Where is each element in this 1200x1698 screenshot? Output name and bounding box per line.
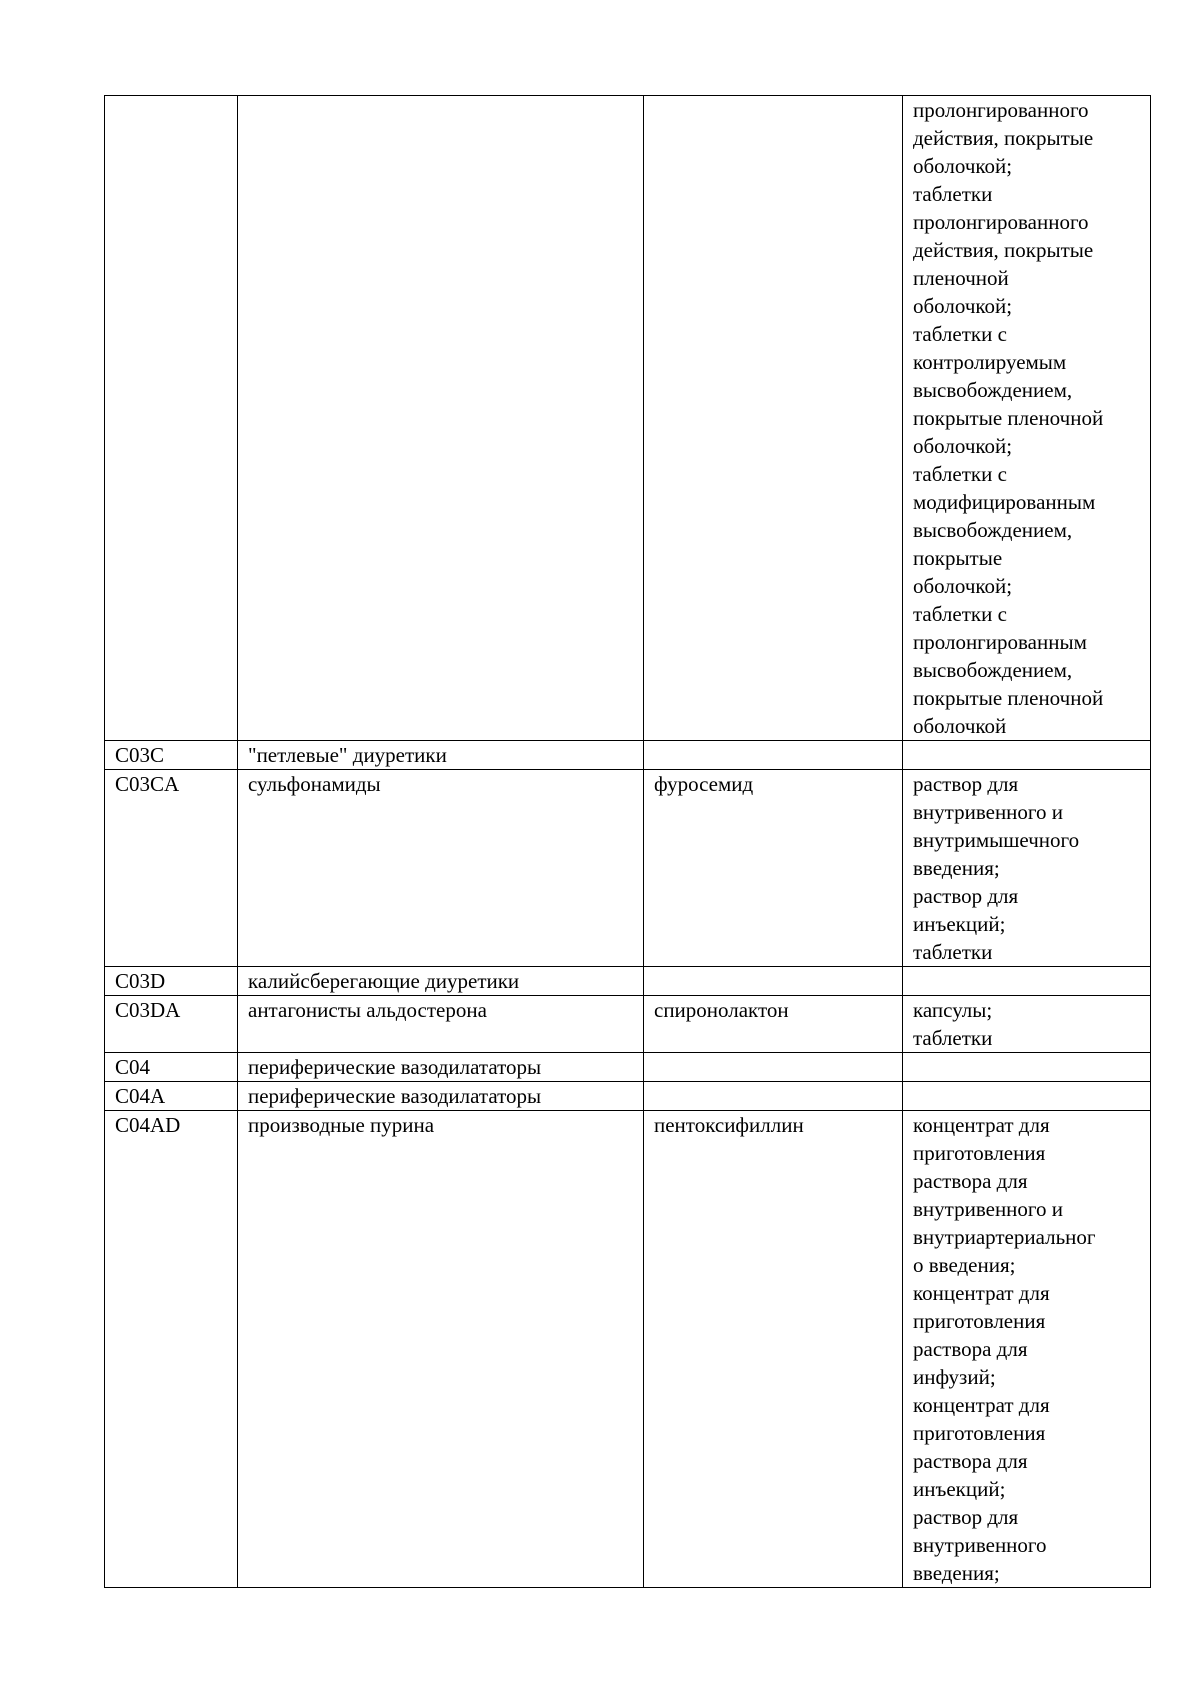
atc-code-cell: C03CA	[105, 770, 238, 967]
drug-table	[104, 95, 1151, 1588]
dosage-forms-cell: пролонгированного действия, покрытые оболочкой; таблетки пролонгированного действия, покрытые пленочной оболочкой; таблетки с контролируемым высвобождением, покрытые пленочной оболочкой; таблетки с модифицированным высвобождением, покрытые оболочкой; таблетки с пролонгированным высвобождением, покрытые пленочной оболочкой	[903, 96, 1151, 741]
atc-code-cell: C03C	[105, 741, 238, 770]
table-row	[105, 967, 1151, 996]
table-row	[105, 741, 1151, 770]
atc-code-cell	[105, 96, 238, 741]
drug-name-cell: фуросемид	[644, 770, 903, 967]
atc-code-cell: C03DA	[105, 996, 238, 1053]
table-row	[105, 1111, 1151, 1588]
atc-code-cell: C04A	[105, 1082, 238, 1111]
group-cell	[238, 96, 644, 741]
drug-name-cell	[644, 96, 903, 741]
table-row	[105, 996, 1151, 1053]
table-row	[105, 770, 1151, 967]
atc-code-cell: C04	[105, 1053, 238, 1082]
dosage-forms-cell	[903, 1053, 1151, 1082]
dosage-forms-cell	[903, 741, 1151, 770]
drug-name-cell: пентоксифиллин	[644, 1111, 903, 1588]
table-row	[105, 1082, 1151, 1111]
drug-name-cell	[644, 1053, 903, 1082]
drug-name-cell	[644, 967, 903, 996]
group-cell: калийсберегающие диуретики	[238, 967, 644, 996]
group-cell: периферические вазодилататоры	[238, 1053, 644, 1082]
group-cell: "петлевые" диуретики	[238, 741, 644, 770]
group-cell: периферические вазодилататоры	[238, 1082, 644, 1111]
group-cell: производные пурина	[238, 1111, 644, 1588]
drug-name-cell: спиронолактон	[644, 996, 903, 1053]
dosage-forms-cell: концентрат для приготовления раствора для внутривенного и внутриартериальног о введения; концентрат для приготовления раствора для инфузий; концентрат для приготовления раствора для инъекций; раствор для внутривенного введения;	[903, 1111, 1151, 1588]
drug-name-cell	[644, 1082, 903, 1111]
dosage-forms-cell	[903, 967, 1151, 996]
atc-code-cell: C04AD	[105, 1111, 238, 1588]
dosage-forms-cell	[903, 1082, 1151, 1111]
table-row	[105, 1053, 1151, 1082]
group-cell: сульфонамиды	[238, 770, 644, 967]
dosage-forms-cell: капсулы; таблетки	[903, 996, 1151, 1053]
drug-name-cell	[644, 741, 903, 770]
atc-code-cell: C03D	[105, 967, 238, 996]
dosage-forms-cell: раствор для внутривенного и внутримышечного введения; раствор для инъекций; таблетки	[903, 770, 1151, 967]
group-cell: антагонисты альдостерона	[238, 996, 644, 1053]
table-row	[105, 96, 1151, 741]
